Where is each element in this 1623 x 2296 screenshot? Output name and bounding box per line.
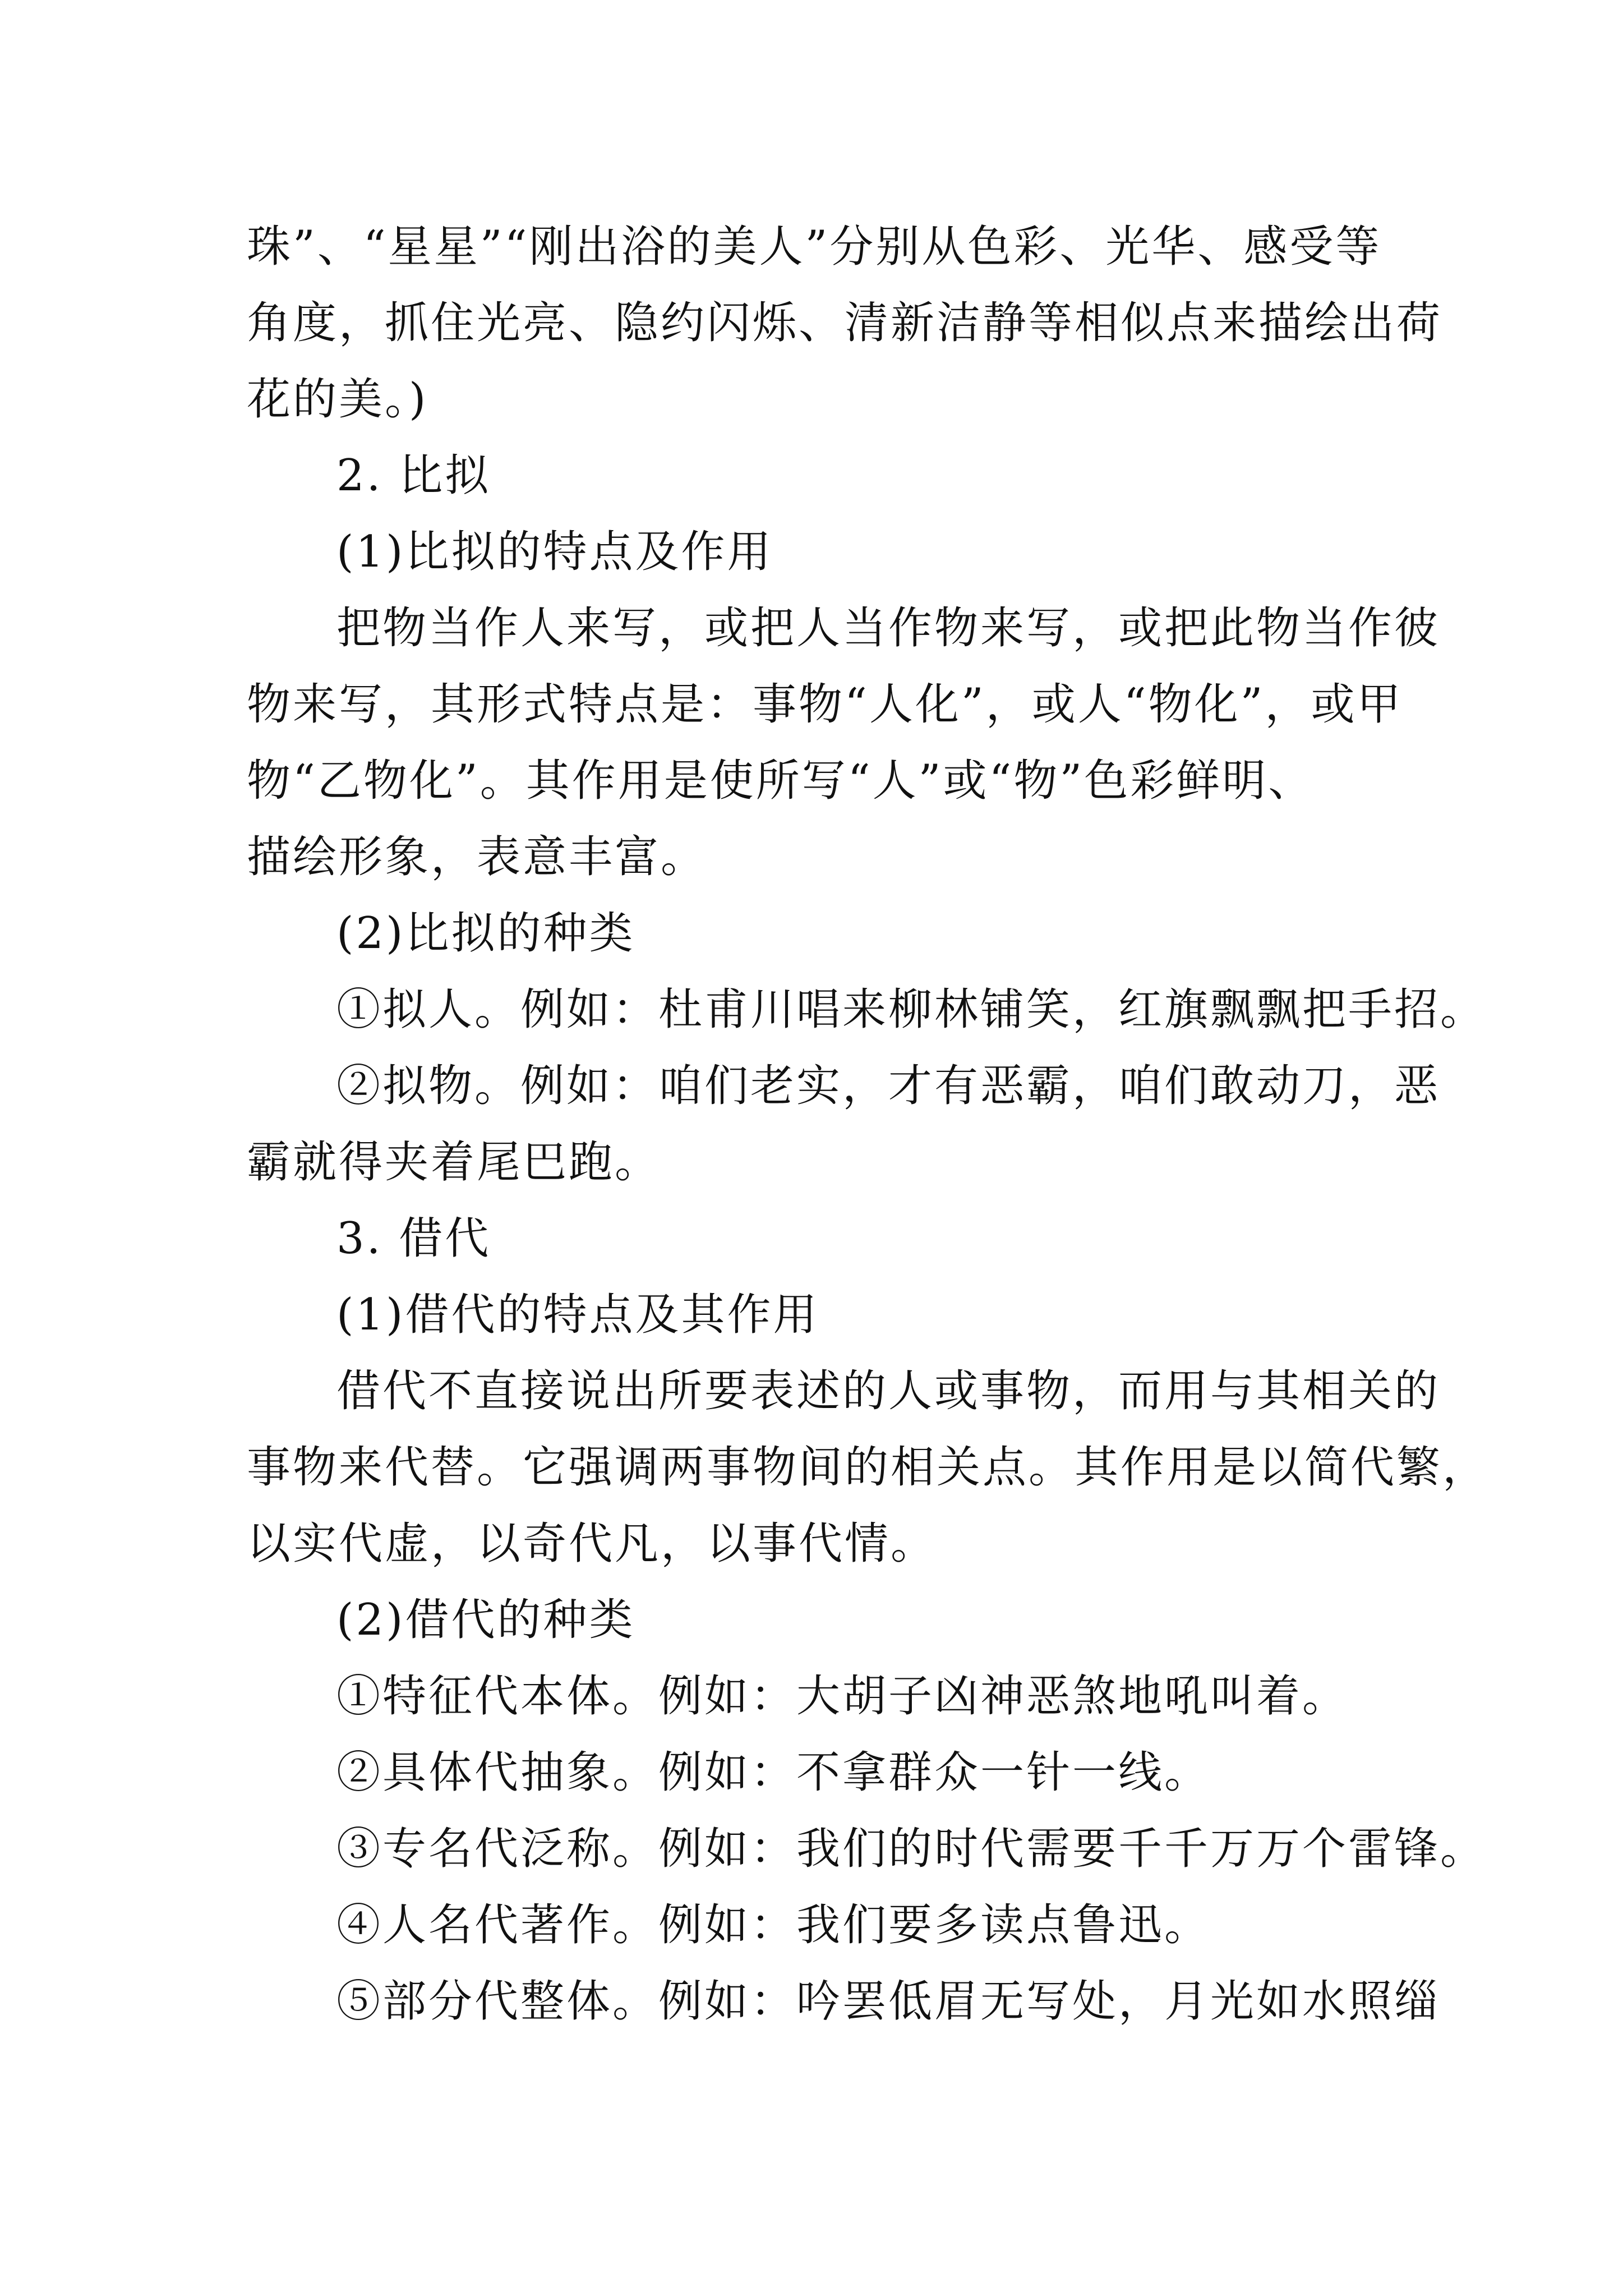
section-heading: 3. 借代 (336, 1213, 491, 1264)
section-heading: 2. 比拟 (336, 450, 491, 501)
body-text (247, 209, 1489, 2040)
text-line: 借代不直接说出所要表述的人或事物，而用与其相关的 (336, 1366, 1441, 1416)
list-item: ⑤部分代整体。例如：吟罢低眉无写处，月光如水照缁 (336, 1976, 1441, 2027)
text-line: 珠”、“星星”“刚出浴的美人”分别从色彩、光华、感受等 (247, 222, 1382, 272)
list-item: ④人名代著作。例如：我们要多读点鲁迅。 (336, 1900, 1211, 1950)
subsection-heading: (1)比拟的特点及作用 (336, 527, 773, 577)
list-item: ③专名代泛称。例如：我们的时代需要千千万万个雷锋。 (336, 1824, 1487, 1874)
text-line: 描绘形象，表意丰富。 (247, 832, 707, 882)
text-line: 物“乙物化”。其作用是使所写“人”或“物”色彩鲜明、 (247, 756, 1315, 806)
text-line: 霸就得夹着尾巴跑。 (247, 1137, 661, 1188)
text-line: 花的美。) (247, 374, 428, 425)
list-item: ②拟物。例如：咱们老实，才有恶霸，咱们敢动刀，恶 (336, 1061, 1441, 1111)
text-line: 物来写，其形式特点是：事物“人化”，或人“物化”，或甲 (247, 679, 1403, 730)
list-item: ②具体代抽象。例如：不拿群众一针一线。 (336, 1747, 1211, 1798)
subsection-heading: (2)比拟的种类 (336, 908, 635, 959)
subsection-heading: (1)借代的特点及其作用 (336, 1290, 819, 1340)
text-line: 以实代虚，以奇代凡，以事代情。 (247, 1519, 937, 1569)
text-line: 事物来代替。它强调两事物间的相关点。其作用是以简代繁， (247, 1442, 1489, 1493)
subsection-heading: (2)借代的种类 (336, 1595, 635, 1645)
list-item: ①特征代本体。例如：大胡子凶神恶煞地吼叫着。 (336, 1671, 1349, 1722)
list-item: ①拟人。例如：杜甫川唱来柳林铺笑，红旗飘飘把手招。 (336, 984, 1487, 1035)
text-line: 角度，抓住光亮、隐约闪烁、清新洁静等相似点来描绘出荷 (247, 298, 1443, 348)
text-line: 把物当作人来写，或把人当作物来写，或把此物当作彼 (336, 603, 1441, 654)
